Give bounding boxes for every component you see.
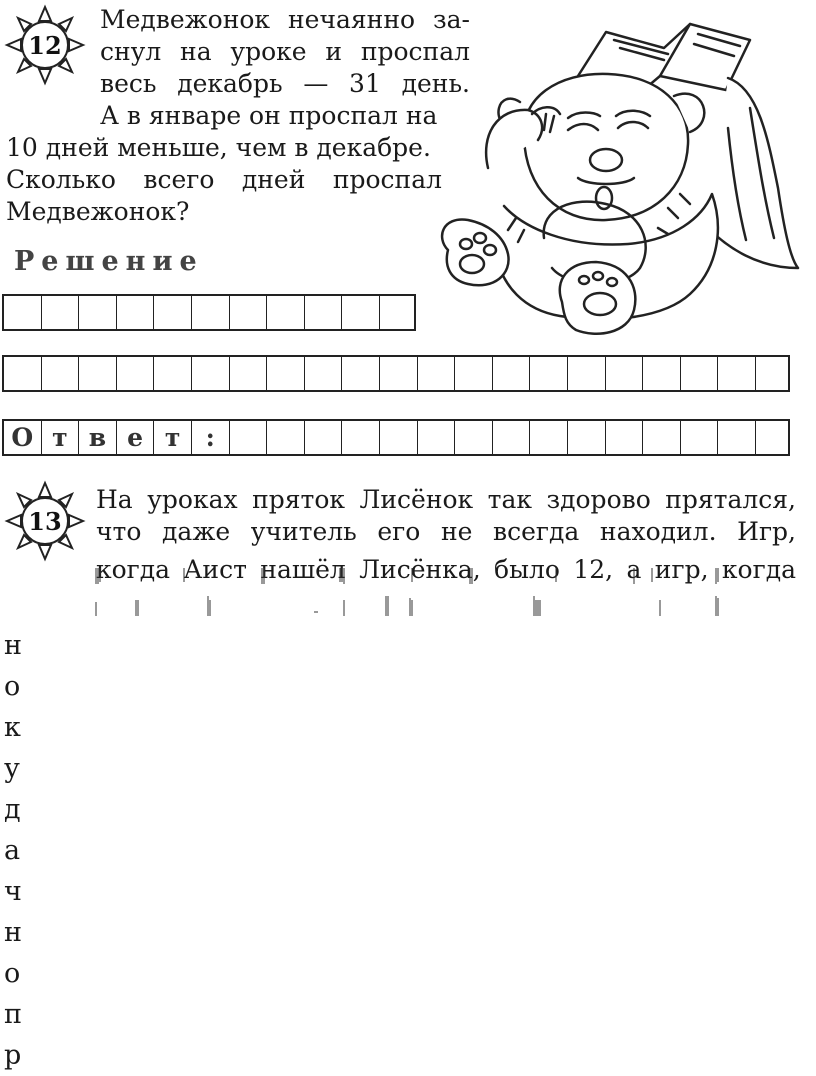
vertical-letter: ч bbox=[4, 876, 22, 907]
answer-cell[interactable] bbox=[380, 421, 418, 454]
vertical-letter: к bbox=[4, 712, 21, 743]
scan-artifact-ticks bbox=[0, 560, 816, 620]
grid-cell[interactable] bbox=[267, 296, 305, 329]
grid-cell[interactable] bbox=[380, 357, 418, 390]
vertical-letter: а bbox=[4, 835, 21, 866]
answer-letter: в bbox=[79, 421, 117, 454]
answer-cell[interactable] bbox=[455, 421, 493, 454]
grid-cell[interactable] bbox=[230, 357, 268, 390]
grid-cell[interactable] bbox=[681, 357, 719, 390]
grid-cell[interactable] bbox=[117, 357, 155, 390]
answer-cell[interactable] bbox=[643, 421, 681, 454]
answer-cell[interactable] bbox=[606, 421, 644, 454]
grid-cell[interactable] bbox=[4, 296, 42, 329]
answer-cell[interactable] bbox=[718, 421, 756, 454]
problem-12-badge bbox=[4, 4, 86, 86]
vertical-letter: н bbox=[4, 630, 22, 661]
problem-12-line-6: Сколько всего дней проспал bbox=[6, 165, 442, 194]
grid-cell[interactable] bbox=[718, 357, 756, 390]
answer-cell[interactable] bbox=[568, 421, 606, 454]
vertical-letter: о bbox=[4, 958, 21, 989]
vertical-letter: п bbox=[4, 999, 22, 1030]
solution-grid-row-1[interactable] bbox=[2, 294, 416, 331]
answer-cell[interactable] bbox=[342, 421, 380, 454]
problem-12-line-7: Медвежонок? bbox=[6, 197, 190, 226]
vertical-letters bbox=[4, 625, 44, 1076]
grid-cell[interactable] bbox=[305, 296, 343, 329]
grid-cell[interactable] bbox=[4, 357, 42, 390]
grid-cell[interactable] bbox=[267, 357, 305, 390]
grid-cell[interactable] bbox=[606, 357, 644, 390]
problem-13-badge bbox=[4, 480, 86, 562]
answer-cell[interactable] bbox=[418, 421, 456, 454]
solution-grid-row-2[interactable] bbox=[2, 355, 790, 392]
answer-letter: т bbox=[42, 421, 80, 454]
answer-letter: О bbox=[4, 421, 42, 454]
problem-12-text-top bbox=[100, 4, 470, 132]
vertical-letter: у bbox=[4, 753, 20, 784]
grid-cell[interactable] bbox=[418, 357, 456, 390]
sleeping-bear-illustration bbox=[428, 18, 800, 338]
grid-cell[interactable] bbox=[154, 296, 192, 329]
answer-letter: т bbox=[154, 421, 192, 454]
grid-cell[interactable] bbox=[643, 357, 681, 390]
vertical-letter: р bbox=[4, 1040, 22, 1071]
answer-cell[interactable] bbox=[756, 421, 794, 454]
grid-cell[interactable] bbox=[756, 357, 794, 390]
grid-cell[interactable] bbox=[530, 357, 568, 390]
grid-cell[interactable] bbox=[42, 357, 80, 390]
grid-cell[interactable] bbox=[455, 357, 493, 390]
grid-cell[interactable] bbox=[493, 357, 531, 390]
problem-12-text-bottom bbox=[6, 132, 442, 228]
answer-cell[interactable] bbox=[230, 421, 268, 454]
problem-12-line-1: Медвежонок нечаянно за- bbox=[100, 5, 470, 34]
problem-12-line-2: снул на уроке и проспал bbox=[100, 37, 470, 66]
problem-12-line-4: А в январе он проспал на bbox=[100, 101, 438, 130]
problem-13-line-3-cut: когда Аист нашёл Лисёнка, было 12, а игр, когда bbox=[96, 555, 796, 584]
grid-cell[interactable] bbox=[342, 296, 380, 329]
grid-cell[interactable] bbox=[568, 357, 606, 390]
answer-cell[interactable] bbox=[530, 421, 568, 454]
grid-cell[interactable] bbox=[380, 296, 418, 329]
solution-heading: Решение bbox=[14, 246, 204, 277]
answer-cell[interactable] bbox=[493, 421, 531, 454]
problem-13-text bbox=[96, 484, 796, 548]
vertical-letter: д bbox=[4, 794, 21, 825]
problem-13-number: 13 bbox=[28, 506, 62, 536]
grid-cell[interactable] bbox=[192, 296, 230, 329]
grid-cell[interactable] bbox=[42, 296, 80, 329]
grid-cell[interactable] bbox=[154, 357, 192, 390]
answer-cell[interactable] bbox=[681, 421, 719, 454]
vertical-letter: н bbox=[4, 917, 22, 948]
problem-12-line-3: весь декабрь — 31 день. bbox=[100, 69, 470, 98]
problem-12-line-5: 10 дней меньше, чем в декабре. bbox=[6, 133, 431, 162]
answer-letter: е bbox=[117, 421, 155, 454]
problem-13-line-1: На уроках пряток Лисёнок так здорово прятался, bbox=[96, 485, 796, 514]
problem-12-number: 12 bbox=[28, 30, 62, 60]
grid-cell[interactable] bbox=[79, 357, 117, 390]
answer-cell[interactable] bbox=[305, 421, 343, 454]
grid-cell[interactable] bbox=[342, 357, 380, 390]
grid-cell[interactable] bbox=[117, 296, 155, 329]
vertical-letter: о bbox=[4, 671, 21, 702]
grid-cell[interactable] bbox=[79, 296, 117, 329]
answer-cell[interactable] bbox=[267, 421, 305, 454]
grid-cell[interactable] bbox=[305, 357, 343, 390]
answer-row[interactable] bbox=[2, 419, 790, 456]
grid-cell[interactable] bbox=[192, 357, 230, 390]
grid-cell[interactable] bbox=[230, 296, 268, 329]
answer-letter: : bbox=[192, 421, 230, 454]
problem-13-line-2: что даже учитель его не всегда находил. Игр, bbox=[96, 517, 796, 546]
